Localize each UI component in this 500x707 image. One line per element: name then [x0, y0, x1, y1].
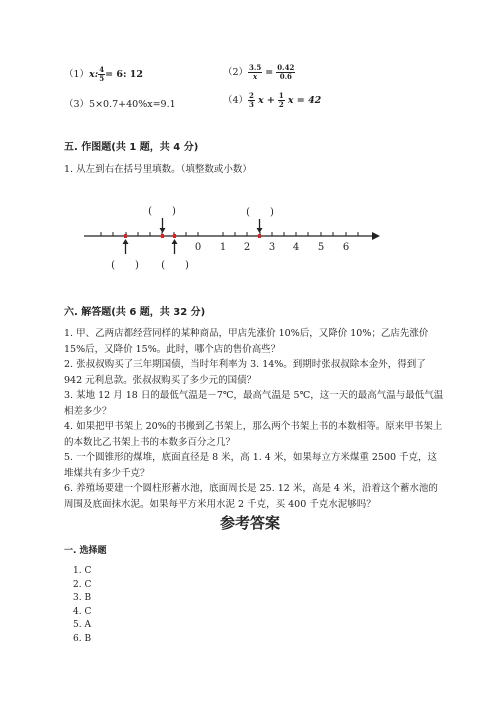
section-6-heading: 六. 解答题(共 6 题，共 32 分) — [64, 307, 206, 318]
equation-4-fraction-2 — [278, 92, 285, 109]
answer-item: 1. C — [73, 566, 92, 576]
section-6-question-2: 2. 张叔叔购买了三年期国债，当时年利率为 3. 14%。到期时张叔叔除本金外，得到了 942 元利息款。张叔叔购买了多少元的国债？ — [64, 359, 426, 386]
fraction-numerator: 0.42 — [277, 63, 295, 72]
section-5-heading: 五. 作图题(共 1 题，共 4 分) — [64, 142, 199, 153]
section-6-question-6: 6. 养殖场要建一个圆柱形蓄水池，底面周长是 25. 12 米，高是 4 米，沿着这个蓄水池的周围及底面抹水泥。如果每平方米用水泥 2 千克，买 400 千克水泥够吗？ — [64, 483, 438, 510]
fraction-numerator: 4 — [99, 65, 105, 74]
fraction-denominator: 0.6 — [279, 72, 292, 81]
section-6-question-1: 1. 甲、乙两店都经营同样的某种商品，甲店先涨价 10%后，又降价 10%；乙店先涨价 15%后，又降价 15%。此时，哪个店的售价高些？ — [64, 328, 429, 355]
equation-4 — [223, 92, 321, 109]
marker-c — [173, 234, 176, 238]
marker-b — [161, 234, 164, 238]
answer-item: 4. C — [73, 606, 92, 617]
answers-title: 参考答案 — [219, 514, 280, 532]
down-arrow-icons — [160, 218, 263, 233]
blank-top-2: ( ) — [246, 207, 274, 218]
equation-2-equals: = — [265, 67, 274, 78]
equation-4-fraction-1 — [248, 92, 255, 109]
number-line — [70, 196, 390, 276]
equation-2-fraction-left — [248, 64, 262, 81]
tick-label-2: 2 — [243, 242, 251, 253]
equation-1-lhs: x: — [89, 69, 99, 80]
answers-heading: 一. 选择题 — [64, 546, 107, 556]
section-5-question-1: 1. 从左到右在括号里填数。（填整数或小数） — [64, 164, 252, 175]
answer-item: 6. B — [73, 633, 92, 644]
fraction-denominator: 5 — [99, 74, 105, 83]
fraction-numerator: 1 — [278, 91, 284, 100]
number-line-ticks — [101, 232, 358, 236]
section-6-question-3: 3. 某地 12 月 18 日的最低气温是－7℃，最高气温是 5℃，这一天的最高气温与最低气温相差多少？ — [64, 390, 444, 417]
equation-2-label: （2） — [223, 67, 249, 78]
marker-d — [258, 234, 261, 238]
equation-2-fraction-right — [276, 64, 295, 81]
fraction-denominator: x — [253, 72, 258, 81]
blank-bottom-2: ( ) — [161, 260, 189, 271]
tick-label-3: 3 — [268, 242, 276, 253]
fraction-denominator: 2 — [278, 100, 284, 109]
equation-3: （3）5×0.7+40%x=9.1 — [64, 99, 176, 110]
equation-1-label: （1） — [64, 69, 90, 80]
fraction-numerator: 3.5 — [249, 63, 262, 72]
equation-1-rhs: = 6: 12 — [105, 69, 144, 80]
tick-label-6: 6 — [342, 242, 350, 253]
marker-a — [124, 234, 127, 238]
answer-item: 3. B — [73, 593, 92, 603]
number-line-arrowhead — [372, 232, 380, 240]
equation-2 — [223, 64, 295, 81]
equation-4-label: （4） — [223, 95, 249, 106]
equation-1 — [64, 66, 143, 83]
section-6-question-5: 5. 一个圆锥形的煤堆，底面直径是 8 米，高 1. 4 米，如果每立方米煤重 2500 千克，这堆煤共有多少千克？ — [64, 452, 438, 479]
tick-label-1: 1 — [219, 242, 227, 253]
blank-top-1: ( ) — [148, 206, 176, 217]
blank-bottom-1: ( ) — [111, 260, 139, 271]
up-arrow-icons — [123, 239, 178, 254]
answers-list — [73, 565, 91, 646]
fraction-denominator: 3 — [249, 100, 254, 109]
tick-label-5: 5 — [317, 242, 325, 253]
equation-4-middle: x + — [257, 95, 275, 106]
answer-item: 2. C — [73, 579, 92, 590]
equation-4-end: x = 42 — [287, 95, 322, 106]
tick-label-0: 0 — [194, 242, 202, 253]
section-6-question-4: 4. 如果把甲书架上 20%的书搬到乙书架上，那么两个书架上书的本数相等。原来甲书架上的本数比乙书架上书的本数多百分之几？ — [64, 421, 443, 448]
tick-label-4: 4 — [292, 242, 300, 253]
fraction-numerator: 2 — [249, 91, 254, 100]
answer-item: 5. A — [73, 620, 91, 630]
